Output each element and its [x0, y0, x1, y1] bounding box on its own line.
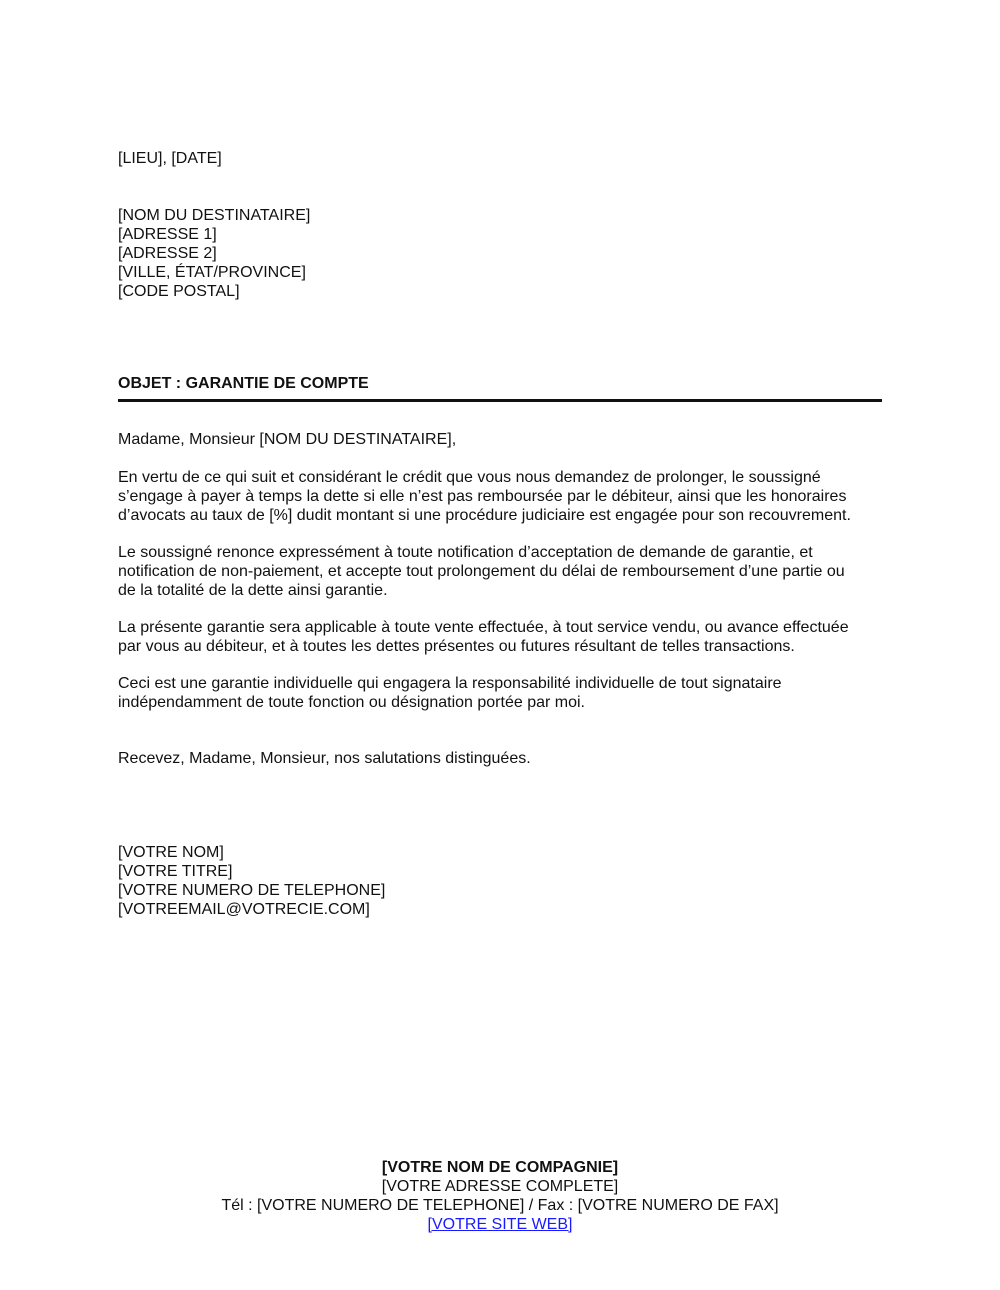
subject-line [118, 374, 882, 393]
footer-address: [VOTRE ADRESSE COMPLETE] [381, 1178, 619, 1195]
closing [118, 749, 882, 768]
recipient-city-state: [VILLE, ÉTAT/PROVINCE] [118, 264, 306, 281]
company-footer [0, 1158, 1000, 1234]
signature-block [118, 843, 882, 919]
signature-phone: [VOTRE NUMERO DE TELEPHONE] [118, 882, 386, 899]
subject-divider [118, 399, 882, 402]
subject-text: OBJET : GARANTIE DE COMPTE [118, 375, 369, 392]
footer-contact: Tél : [VOTRE NUMERO DE TELEPHONE] / Fax : [VOTRE NUMERO DE FAX] [221, 1197, 779, 1214]
body-paragraph-4 [118, 674, 882, 712]
paragraph-line: indépendamment de toute fonction ou désignation portée par moi. [118, 694, 585, 711]
paragraph-line: La présente garantie sera applicable à toute vente effectuée, à tout service vendu, ou avance effectuée [118, 619, 849, 636]
salutation-text: Madame, Monsieur [NOM DU DESTINATAIRE], [118, 431, 457, 448]
footer-company-name: [VOTRE NOM DE COMPAGNIE] [381, 1159, 619, 1176]
place-date [118, 149, 882, 168]
paragraph-line: notification de non-paiement, et accepte tout prolongement du délai de remboursement d’une partie ou [118, 563, 845, 580]
closing-text: Recevez, Madame, Monsieur, nos salutations distinguées. [118, 750, 531, 767]
paragraph-line: Le soussigné renonce expressément à toute notification d’acceptation de demande de garantie, et [118, 544, 813, 561]
body-paragraph-1 [118, 468, 882, 525]
recipient-address-block [118, 206, 882, 301]
signature-email: [VOTREEMAIL@VOTRECIE.COM] [118, 901, 370, 918]
recipient-address2: [ADRESSE 2] [118, 245, 217, 262]
recipient-name: [NOM DU DESTINATAIRE] [118, 207, 311, 224]
footer-website-link[interactable]: [VOTRE SITE WEB] [427, 1216, 573, 1233]
recipient-address1: [ADRESSE 1] [118, 226, 217, 243]
recipient-postal-code: [CODE POSTAL] [118, 283, 240, 300]
body-paragraph-2 [118, 543, 882, 600]
signature-name: [VOTRE NOM] [118, 844, 224, 861]
paragraph-line: d’avocats au taux de [%] dudit montant si une procédure judiciaire est engagée pour son recouvrement. [118, 507, 851, 524]
paragraph-line: par vous au débiteur, et à toutes les dettes présentes ou futures résultant de telles transactions. [118, 638, 795, 655]
signature-title: [VOTRE TITRE] [118, 863, 233, 880]
salutation [118, 430, 882, 449]
paragraph-line: En vertu de ce qui suit et considérant le crédit que vous nous demandez de prolonger, le soussigné [118, 469, 821, 486]
paragraph-line: Ceci est une garantie individuelle qui engagera la responsabilité individuelle de tout signataire [118, 675, 782, 692]
paragraph-line: s’engage à payer à temps la dette si elle n’est pas remboursée par le débiteur, ainsi que les honoraires [118, 488, 847, 505]
body-paragraph-3 [118, 618, 882, 656]
paragraph-line: de la totalité de la dette ainsi garantie. [118, 582, 388, 599]
place-date-text: [LIEU], [DATE] [118, 150, 222, 167]
